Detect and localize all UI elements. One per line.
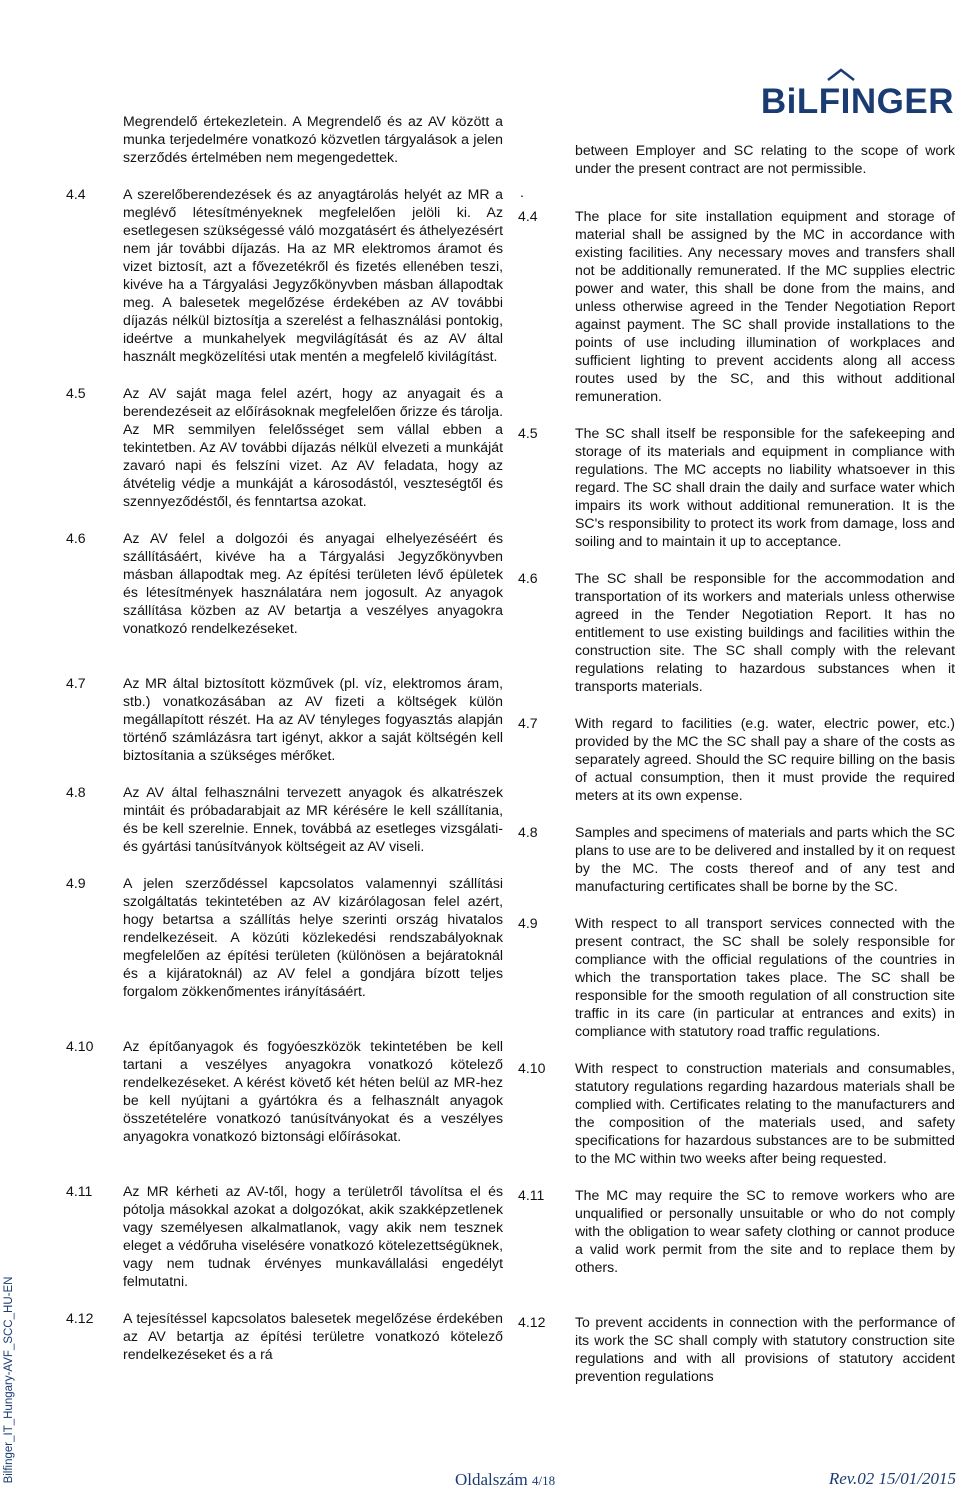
side-document-label: [0, 1270, 18, 1491]
en-clause-4-10: [518, 1059, 955, 1167]
clause-text: The place for site installation equipment and storage of material shall be assigned by the MC in accordance with existing facilities. Any necessary moves and transfers shall not be additionally remunerated. If the MC supplies electric power and water, this shall be done from the mains, and unless otherwise agreed in the Tender Negotiation Report against payment. The SC shall provide installations to the points of use including illumination of workplaces and sufficient lighting to prevent accidents along all access routes used by the SC, and this without additional remuneration.: [575, 208, 955, 404]
stray-dot: .: [520, 184, 524, 200]
en-clause-4-5: [518, 424, 955, 550]
hu-clause-4-11: [66, 1182, 503, 1290]
clause-text: Samples and specimens of materials and parts which the SC plans to use are to be delivered and installed by it on request by the MC. The costs thereof and of any test and manufacturing certificates shall be borne by the SC.: [575, 824, 955, 894]
clause-number: 4.8: [66, 784, 86, 800]
clause-text: The SC shall be responsible for the accommodation and transportation of its workers and materials unless otherwise agreed in the Tender Negotiation Report. It has no entitlement to use existing buildings and facilities within the construction site. The SC shall comply with the relevant regulations relating to hazardous substances when it transports materials.: [575, 570, 955, 694]
en-intro: [518, 141, 955, 177]
en-clause-4-8: [518, 823, 955, 895]
clause-number: 4.4: [518, 208, 538, 224]
hu-clause-4-5: [66, 384, 503, 510]
hu-clause-4-8: [66, 783, 503, 855]
clause-number: 4.7: [66, 675, 86, 691]
clause-text: Az AV által felhasználni tervezett anyagok és alkatrészek mintáit és próbadarabjait az MR kérésére le kell szállítania, és be kell szerelnie. Ennek, továbbá az esetleges vizsgálati- és gyártási tanúsítványok költségeit az AV viseli.: [123, 784, 503, 854]
hu-clause-4-10: [66, 1037, 503, 1145]
clause-number: 4.6: [66, 530, 86, 546]
page-number: [455, 1470, 555, 1490]
en-intro-text: between Employer and SC relating to the scope of work under the present contract are not permissible.: [575, 142, 955, 176]
clause-number: 4.9: [518, 915, 538, 931]
english-column: [518, 141, 955, 1385]
clause-number: 4.7: [518, 715, 538, 731]
clause-number: 4.5: [518, 425, 538, 441]
clause-number: 4.12: [66, 1310, 94, 1326]
clause-number: 4.10: [66, 1038, 94, 1054]
clause-text: The MC may require the SC to remove workers who are unqualified or personally unsuitable or who do not comply with the obligation to wear safety clothing or cannot produce a valid work permit from the site and to replace them by others.: [575, 1187, 955, 1275]
clause-text: Az AV saját maga felel azért, hogy az anyagait és a berendezéseit az előírásoknak megfelelően őrizze és tárolja. Az MR semmilyen felelősséget sem vállal ebben a tekintetben. Az AV további díjazás nélkül elvezeti a munkáját zavaró napi és felszíni vizet. Az AV feladata, hogy az átvételig védje a munkáját a károsodástól, veszteségtől és szennyeződéstől, és fenntartsa azokat.: [123, 385, 503, 509]
en-clause-4-6: [518, 569, 955, 695]
clause-text: A jelen szerződéssel kapcsolatos valamennyi szállítási szolgáltatás tekintetében az AV kizárólagosan felel azért, hogy betartsa a szállítás helye szerinti ország hivatalos rendelkezéseit. A közúti közlekedési rendszabályoknak megfelelően az építési területen (különösen a bejáratoknál és a kijáratoknál) az AV felel a gondjára bízott teljes forgalom zökkenőmentes irányításáért.: [123, 875, 503, 999]
en-clause-4-9: [518, 914, 955, 1040]
hu-clause-4-6: [66, 529, 503, 637]
hu-intro: [66, 112, 503, 166]
clause-text: Az AV felel a dolgozói és anyagai elhelyezéséért és szállításáért, kivéve ha a Tárgyalási Jegyzőkönyvben másban állapodtak meg. Az építési területen lévő épületek és létesítmények használatára nem jogosult. Az anyagok szállítása közben az AV betartja a veszélyes anyagokra vonatkozó rendelkezéseket.: [123, 530, 503, 636]
bilfinger-logo-mark: [826, 68, 856, 82]
en-clause-4-7: [518, 714, 955, 804]
hu-clause-4-7: [66, 674, 503, 764]
clause-text: With respect to construction materials and consumables, statutory regulations regarding hazardous materials shall be complied with. Certificates relating to the manufacturers and the composition of the materials used, and safety specifications for hazardous substances are to be submitted to the MC within two weeks after being requested.: [575, 1060, 955, 1166]
hu-clause-4-9: [66, 874, 503, 1000]
clause-number: 4.12: [518, 1314, 546, 1330]
en-clause-4-12: [518, 1313, 955, 1385]
clause-number: 4.4: [66, 186, 86, 202]
clause-text: With respect to all transport services connected with the present contract, the SC shall be solely responsible for compliance with the official regulations of the countries in which the transportation takes place. The SC shall be responsible for the smooth regulation of all construction site traffic in its care (in particular at entrances and exits) in compliance with statutory road traffic regulations.: [575, 915, 955, 1039]
hu-intro-text: Megrendelő értekezletein. A Megrendelő és az AV között a munka terjedelmére vonatkozó közvetlen tárgyalások a jelen szerződés értelmében nem megengedettek.: [123, 113, 503, 165]
hu-clause-4-12: [66, 1309, 503, 1363]
clause-text: A tejesítéssel kapcsolatos balesetek megelőzése érdekében az AV betartja az építési területre vonatkozó kötelező rendelkezéseket és a rá: [123, 1310, 503, 1362]
page-number-value: 4/18: [531, 1473, 556, 1488]
page-label: Oldalszám: [455, 1470, 528, 1489]
revision-label: Rev.02 15/01/2015: [828, 1469, 956, 1488]
side-label-text: Bilfinger_IT_Hungary-AVF_SCC_HU-EN: [3, 1276, 15, 1484]
clause-number: 4.10: [518, 1060, 546, 1076]
clause-text: To prevent accidents in connection with the performance of its work the SC shall comply with statutory construction site regulations and with all provisions of statutory accident prevention regulations: [575, 1314, 955, 1384]
clause-number: 4.11: [518, 1187, 545, 1203]
clause-number: 4.6: [518, 570, 538, 586]
clause-number: 4.9: [66, 875, 86, 891]
hu-clause-4-4: [66, 185, 503, 365]
clause-number: 4.8: [518, 824, 538, 840]
clause-text: A szerelőberendezések és az anyagtárolás helyét az MR a meglévő létesítményeknek megfelelően jelöli ki. Az esetlegesen szükségessé váló mozgatásért és áthelyezésért nem jár további díjazás. Ha az MR elektromos áramot és vizet biztosít, azt a fővezetékről és fizetés ellenében teszi, kivéve ha a Tárgyalási Jegyzőkönyvben másban állapodtak meg. A balesetek megelőzése érdekében az AV további díjazás nélkül biztosítja a szerelést a felhasználási pontokig, ideértve a munkahelyek megvilágítását és az AV által használt megközelítési utak mentén a megfelelő kivilágítást.: [123, 186, 503, 364]
clause-text: With regard to facilities (e.g. water, electric power, etc.) provided by the MC the SC shall pay a share of the costs as separately agreed. Should the SC require billing on the basis of actual consumption, then it must provide the required meters at its own expense.: [575, 715, 955, 803]
clause-text: Az MR által biztosított közművek (pl. víz, elektromos áram, stb.) vonatkozásában az AV fizeti a költségek külön megállapított részét. Ha az AV tényleges fogyasztás alapján történő számlázásra tart igényt, akkor a saját költségén kell biztosítania a szükséges mérőket.: [123, 675, 503, 763]
hungarian-column: [66, 112, 503, 1363]
clause-number: 4.5: [66, 385, 86, 401]
bilfinger-logo: BiLFINGER: [760, 82, 954, 121]
clause-number: 4.11: [66, 1183, 93, 1199]
clause-text: The SC shall itself be responsible for the safekeeping and storage of its materials and equipment in compliance with regulations. The MC accepts no liability whatsoever in this regard. The SC shall drain the daily and surface water which impairs its work without additional remuneration. It is the SC's responsibility to protect its work from damage, loss and soiling and to maintain it up to acceptance.: [575, 425, 955, 549]
clause-text: Az MR kérheti az AV-től, hogy a területről távolítsa el és pótolja másokkal azokat a dolgozókat, akik szakképzetlenek vagy személyesen alkalmatlanok, vagy akik nem tesznek eleget a védőruha viselésére vonatkozó kötelezettségüknek, vagy nem tudnak érvényes munkavállalási engedélyt felmutatni.: [123, 1183, 503, 1289]
en-clause-4-4: [518, 207, 955, 405]
clause-text: Az építőanyagok és fogyóeszközök tekintetében be kell tartani a veszélyes anyagokra vonatkozó kötelező rendelkezéseket. A kérést követő két héten belül az MR-hez be kell nyújtani a gyártókra és a felhasznált anyagok összetételére vonatkozó tanúsítványokat és a veszélyes anyagokra vonatkozó biztonsági előírásokat.: [123, 1038, 503, 1144]
en-clause-4-11: [518, 1186, 955, 1276]
